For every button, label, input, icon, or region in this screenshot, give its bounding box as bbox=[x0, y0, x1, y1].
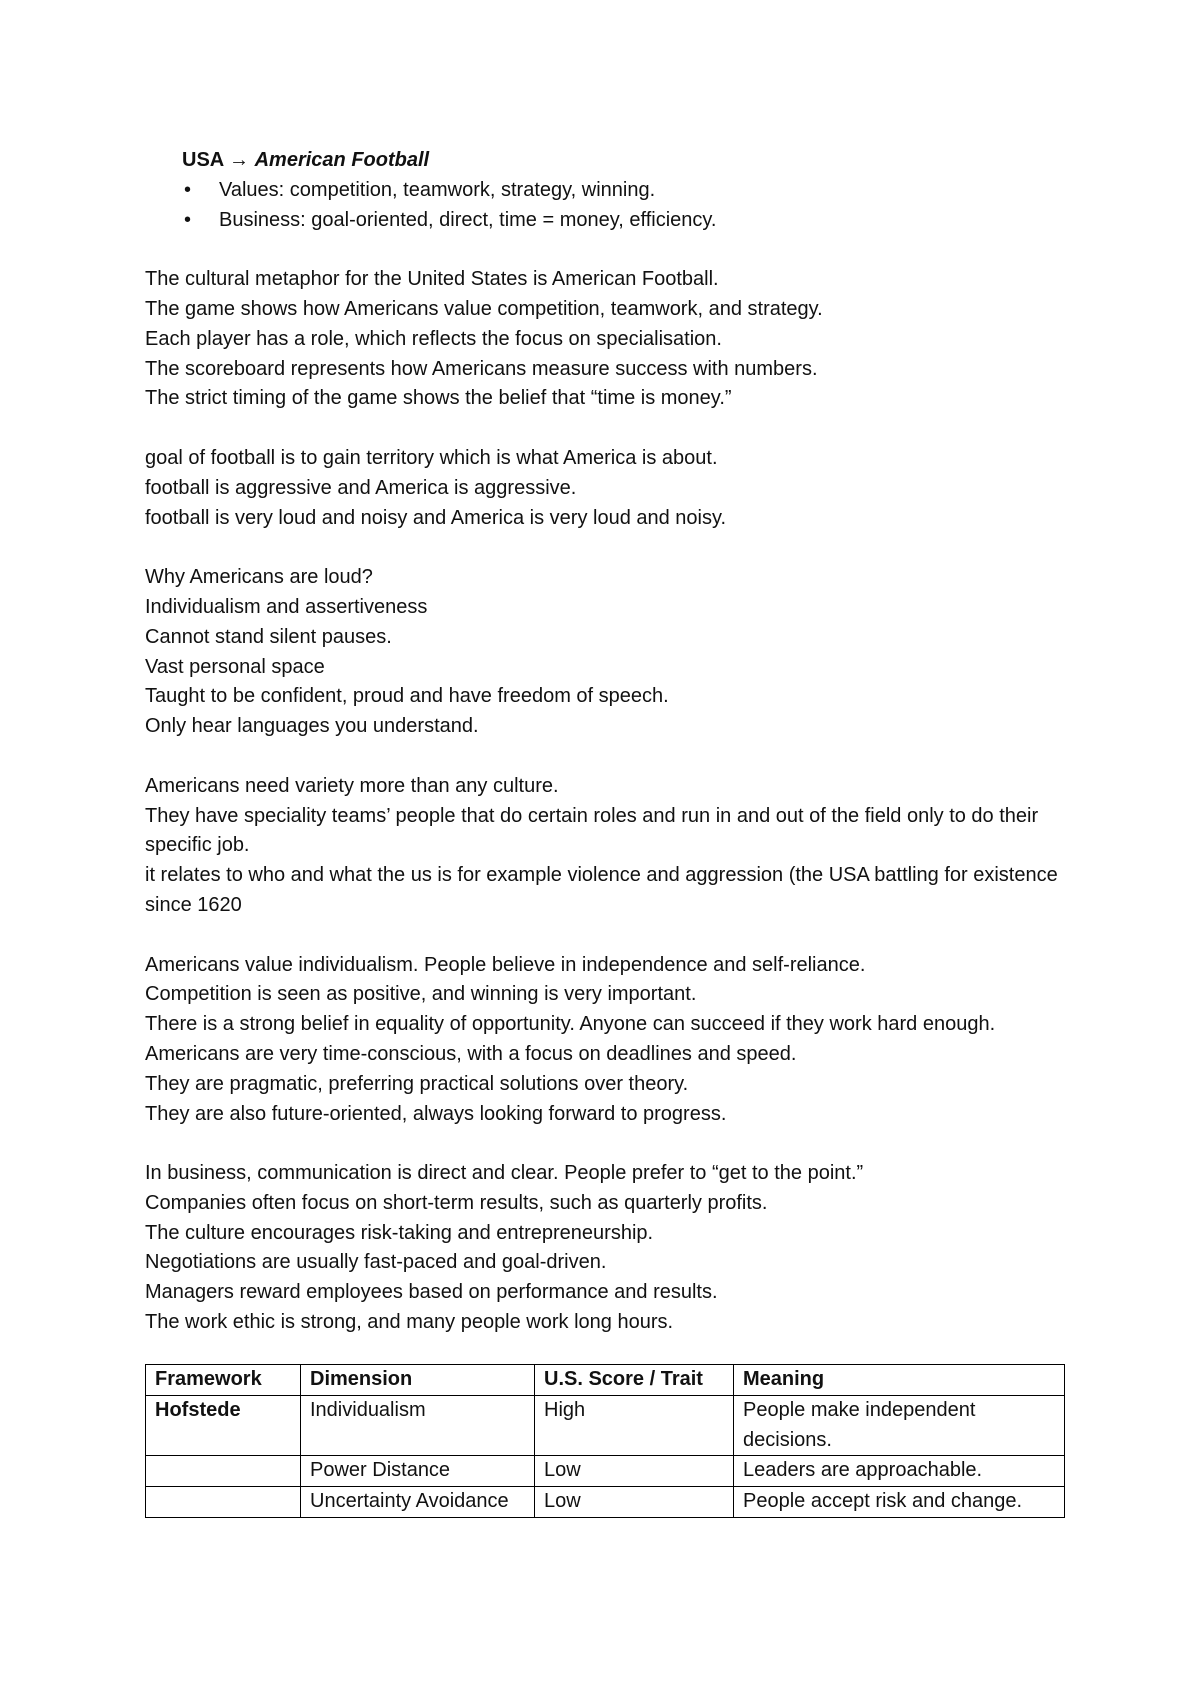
text-line: In business, communication is direct and clear. People prefer to “get to the point.” bbox=[145, 1162, 864, 1185]
paragraph-gap bbox=[145, 533, 1065, 563]
text-line: Why Americans are loud? bbox=[145, 566, 373, 589]
text-line: it relates to who and what the us is for example violence and aggression (the USA battling for existence since 1620 bbox=[145, 864, 1058, 916]
text-line: They are pragmatic, preferring practical solutions over theory. bbox=[145, 1072, 689, 1095]
paragraph-loud bbox=[145, 563, 1065, 742]
table-cell: People accept risk and change. bbox=[734, 1487, 1065, 1518]
text-line: Only hear languages you understand. bbox=[145, 715, 479, 738]
paragraph-territory bbox=[145, 444, 1065, 533]
text-line: The game shows how Americans value competition, teamwork, and strategy. bbox=[145, 297, 823, 320]
column-header: Meaning bbox=[734, 1365, 1065, 1396]
text-line: They are also future-oriented, always looking forward to progress. bbox=[145, 1102, 727, 1125]
paragraph-variety bbox=[145, 772, 1065, 921]
paragraph-gap bbox=[145, 414, 1065, 444]
text-line: goal of football is to gain territory which is what America is about. bbox=[145, 446, 718, 469]
paragraph-business bbox=[145, 1159, 1065, 1338]
text-line: The work ethic is strong, and many people work long hours. bbox=[145, 1311, 674, 1334]
table-cell: Leaders are approachable. bbox=[734, 1456, 1065, 1487]
table-row bbox=[146, 1395, 1065, 1456]
paragraph-gap bbox=[145, 742, 1065, 772]
text-line: The scoreboard represents how Americans measure success with numbers. bbox=[145, 357, 818, 380]
table-cell: Individualism bbox=[301, 1395, 535, 1456]
paragraph-values bbox=[145, 951, 1065, 1130]
text-line: The strict timing of the game shows the belief that “time is money.” bbox=[145, 387, 732, 410]
bullet-list bbox=[145, 176, 1065, 236]
table-cell bbox=[146, 1487, 301, 1518]
text-line: Americans need variety more than any culture. bbox=[145, 774, 559, 797]
text-line: Americans value individualism. People believe in independence and self-reliance. bbox=[145, 953, 866, 976]
text-line: There is a strong belief in equality of opportunity. Anyone can succeed if they work hard enough. Americans are very time-conscious, with a focus on deadlines and speed. bbox=[145, 1013, 996, 1065]
text-line: The culture encourages risk-taking and entrepreneurship. bbox=[145, 1221, 654, 1244]
text-line: They have speciality teams’ people that do certain roles and run in and out of the field only to do their specific job. bbox=[145, 804, 1039, 857]
table-row bbox=[146, 1456, 1065, 1487]
column-header: U.S. Score / Trait bbox=[535, 1365, 734, 1396]
heading-prefix: USA → bbox=[182, 149, 255, 171]
text-line: Managers reward employees based on performance and results. bbox=[145, 1281, 718, 1304]
paragraph-metaphor bbox=[145, 265, 1065, 414]
text-line: The cultural metaphor for the United States is American Football. bbox=[145, 268, 719, 291]
column-header: Framework bbox=[146, 1365, 301, 1396]
document-body bbox=[145, 146, 1065, 1338]
framework-table bbox=[145, 1364, 1065, 1518]
table-header-row bbox=[146, 1365, 1065, 1396]
bullet-item: • Values: competition, teamwork, strategy, winning. bbox=[182, 176, 1065, 206]
paragraph-gap bbox=[145, 921, 1065, 951]
text-line: Negotiations are usually fast-paced and goal-driven. bbox=[145, 1251, 607, 1274]
text-line: Individualism and assertiveness bbox=[145, 595, 428, 618]
heading-title: American Football bbox=[254, 149, 430, 171]
text-line: Cannot stand silent pauses. bbox=[145, 625, 392, 648]
section-heading bbox=[145, 146, 1065, 176]
bullet-item: • Business: goal-oriented, direct, time = money, efficiency. bbox=[182, 206, 1065, 236]
text-line: football is aggressive and America is aggressive. bbox=[145, 476, 577, 499]
table-cell: High bbox=[535, 1395, 734, 1456]
text-line: Companies often focus on short-term results, such as quarterly profits. bbox=[145, 1191, 768, 1214]
text-line: Taught to be confident, proud and have freedom of speech. bbox=[145, 685, 669, 708]
table-cell bbox=[146, 1456, 301, 1487]
text-line: Vast personal space bbox=[145, 655, 325, 678]
paragraph-gap bbox=[145, 1129, 1065, 1159]
text-line: Competition is seen as positive, and winning is very important. bbox=[145, 983, 697, 1006]
table-cell: Hofstede bbox=[146, 1395, 301, 1456]
table-cell: People make independent decisions. bbox=[734, 1395, 1065, 1456]
paragraph-gap bbox=[145, 235, 1065, 265]
text-line: Each player has a role, which reflects the focus on specialisation. bbox=[145, 327, 722, 350]
text-line: football is very loud and noisy and America is very loud and noisy. bbox=[145, 506, 727, 529]
table-cell: Low bbox=[535, 1487, 734, 1518]
table-cell: Low bbox=[535, 1456, 734, 1487]
table-cell: Uncertainty Avoidance bbox=[301, 1487, 535, 1518]
table-cell: Power Distance bbox=[301, 1456, 535, 1487]
column-header: Dimension bbox=[301, 1365, 535, 1396]
table-row bbox=[146, 1487, 1065, 1518]
